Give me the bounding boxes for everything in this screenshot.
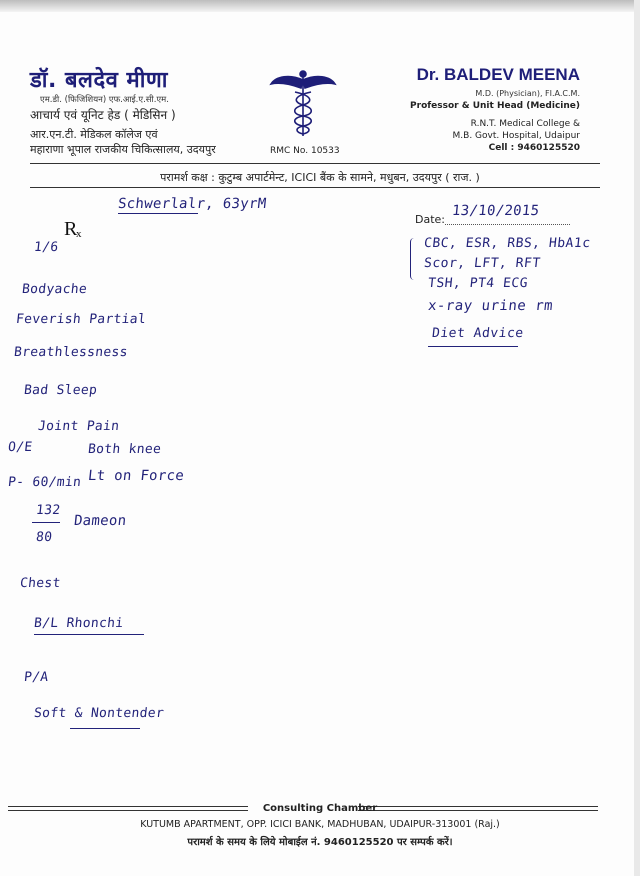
date-line bbox=[445, 224, 570, 225]
patient-name-age: Schwerlalr, 63yrM bbox=[117, 196, 268, 212]
date-label: Date: bbox=[415, 213, 445, 226]
exam-pulse: P- 60/min bbox=[7, 475, 82, 490]
rx-symbol-x: x bbox=[76, 228, 82, 240]
exam-abdomen-finding: Soft & Nontender bbox=[33, 706, 165, 721]
footer-title: Consulting Chamber bbox=[262, 803, 378, 814]
investigation-line-5: Diet Advice bbox=[431, 326, 525, 341]
college-hindi: आर.एन.टी. मेडिकल कॉलेज एवं bbox=[30, 128, 158, 141]
doctor-degrees-hindi: एम.डी. (फिजिशियन) एफ.आई.ए.सी.एम. bbox=[40, 95, 169, 105]
exam-heading: O/E bbox=[7, 440, 34, 455]
rhonchi-underline bbox=[34, 634, 144, 635]
doctor-name-english: Dr. BALDEV MEENA bbox=[416, 65, 580, 84]
exam-note: Dameon bbox=[73, 513, 128, 529]
chamber-address-hindi: परामर्श कक्ष : कुटुम्ब अपार्टमेन्ट, ICICI बैंक के सामने, मधुबन, उदयपुर ( राज. ) bbox=[160, 171, 480, 184]
investigation-line-1: CBC, ESR, RBS, HbA1c bbox=[423, 236, 592, 251]
rmc-number: RMC No. 10533 bbox=[270, 146, 340, 156]
exam-rhonchi: B/L Rhonchi bbox=[33, 616, 125, 631]
complaint-joint-pain: Joint Pain bbox=[37, 419, 121, 434]
investigation-bracket bbox=[410, 238, 419, 280]
hospital-hindi: महाराणा भूपाल राजकीय चिकित्सालय, उदयपुर bbox=[30, 143, 216, 156]
college-english: R.N.T. Medical College & bbox=[470, 119, 580, 129]
investigation-line-3: TSH, PT4 ECG bbox=[427, 276, 529, 291]
bp-systolic: 132 bbox=[35, 503, 62, 518]
doctor-title-english: Professor & Unit Head (Medicine) bbox=[410, 101, 580, 111]
complaint-fever: Feverish Partial bbox=[15, 312, 147, 327]
complaint-both-knee: Both knee bbox=[87, 442, 162, 457]
rx-symbol: R bbox=[64, 218, 78, 240]
exam-force: Lt on Force bbox=[87, 468, 185, 484]
complaint-bodyache: Bodyache bbox=[21, 282, 88, 297]
investigation-underline bbox=[428, 346, 518, 347]
footer-hindi-note: परामर्श के समय के लिये मोबाईल नं. 9460125520 पर सम्पर्क करें। bbox=[187, 837, 453, 848]
scan-right-edge bbox=[634, 0, 640, 876]
bp-diastolic: 80 bbox=[35, 530, 54, 545]
abdomen-underline bbox=[70, 728, 140, 729]
complaint-sleep: Bad Sleep bbox=[23, 383, 98, 398]
doctor-title-hindi: आचार्य एवं यूनिट हेड ( मेडिसिन ) bbox=[30, 108, 176, 122]
header-rule-bottom bbox=[30, 187, 600, 188]
patient-underline bbox=[118, 213, 198, 214]
complaint-breathlessness: Breathlessness bbox=[13, 345, 129, 360]
exam-abdomen: P/A bbox=[23, 670, 50, 685]
exam-chest: Chest bbox=[19, 576, 62, 591]
hospital-english: M.B. Govt. Hospital, Udaipur bbox=[452, 131, 580, 141]
bp-divider bbox=[32, 522, 60, 523]
doctor-name-hindi: डॉ. बलदेव मीणा bbox=[30, 68, 168, 93]
cell-number: Cell : 9460125520 bbox=[488, 143, 580, 153]
investigation-line-2: Scor, LFT, RFT bbox=[423, 256, 542, 271]
doctor-degrees-english: M.D. (Physician), FI.A.C.M. bbox=[475, 89, 580, 98]
footer-address: KUTUMB APARTMENT, OPP. ICICI BANK, MADHUBAN, UDAIPUR-313001 (Raj.) bbox=[140, 819, 500, 830]
complaint-duration: 1/6 bbox=[33, 240, 60, 255]
date-value: 13/10/2015 bbox=[451, 203, 541, 219]
header-rule-top bbox=[30, 163, 600, 164]
investigation-line-4: x-ray urine rm bbox=[427, 298, 554, 314]
caduceus-icon bbox=[268, 68, 338, 140]
scan-top-edge bbox=[0, 0, 640, 12]
